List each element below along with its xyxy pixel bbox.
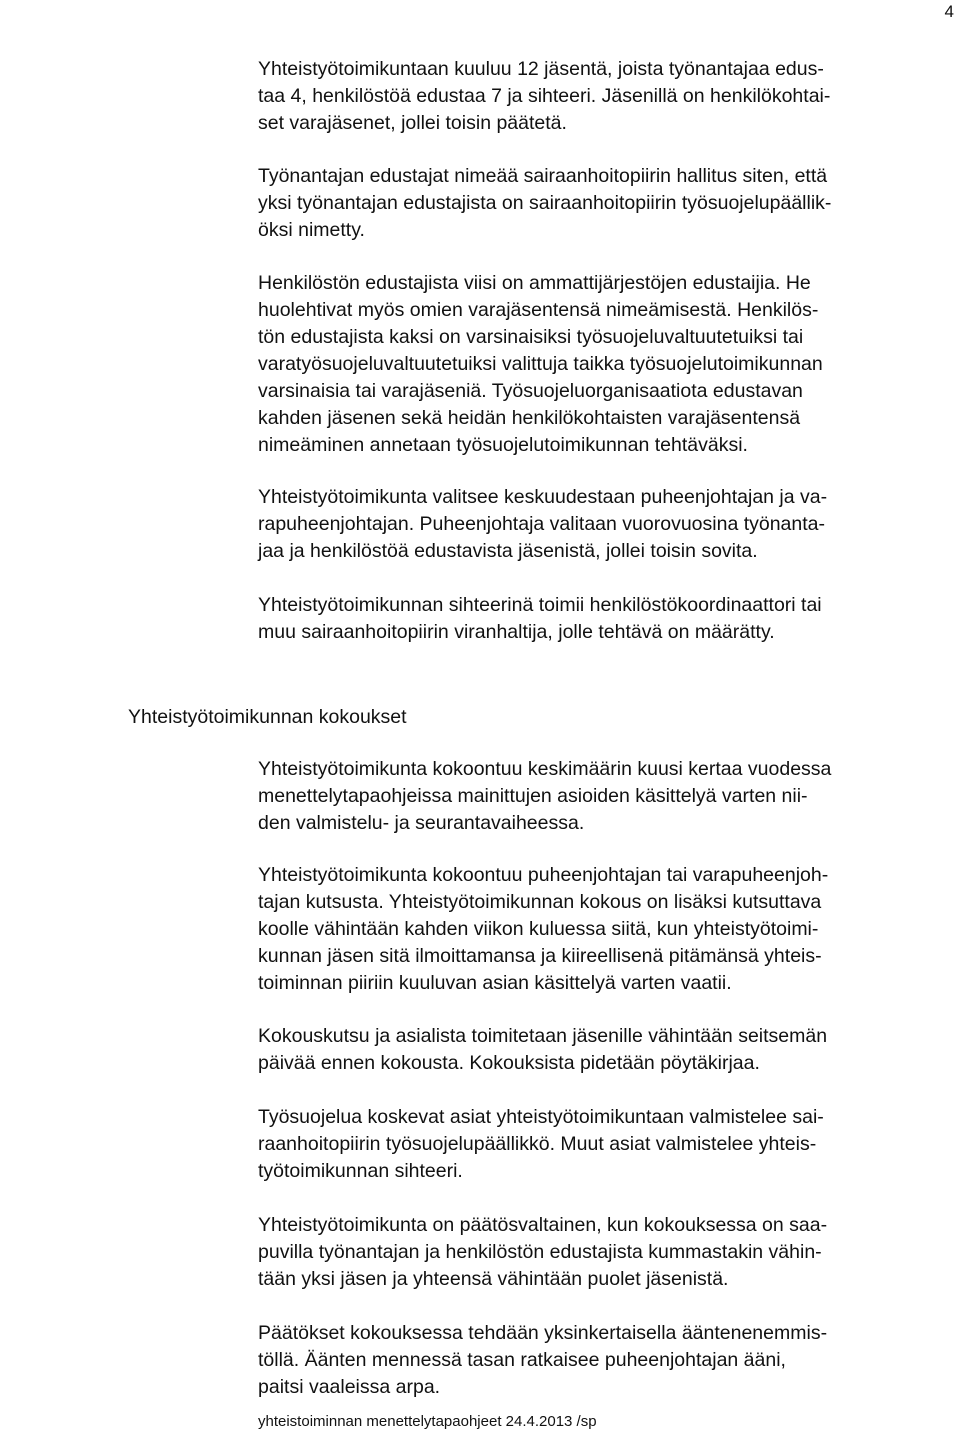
text-line: taa 4, henkilöstöä edustaa 7 ja sihteeri. Jäsenillä on henkilökohtai- <box>258 85 831 107</box>
text-line: koolle vähintään kahden viikon kuluessa siitä, kun yhteistyötoimi- <box>258 918 819 940</box>
paragraph-4 <box>258 484 948 565</box>
text-line: Yhteistyötoimikunta valitsee keskuudestaan puheenjohtajan ja va- <box>258 486 828 508</box>
text-line: tään yksi jäsen ja yhteensä vähintään puolet jäsenistä. <box>258 1268 729 1290</box>
page-footer: yhteistoiminnan menettelytapaohjeet 24.4.2013 /sp <box>258 1413 597 1430</box>
text-line: rapuheenjohtajan. Puheenjohtaja valitaan vuorovuosina työnanta- <box>258 513 826 535</box>
paragraph-3 <box>258 270 948 459</box>
text-line: toiminnan piiriin kuuluvan asian käsittelyä varten vaatii. <box>258 972 732 994</box>
text-line: nimeäminen annetaan työsuojelutoimikunnan tehtäväksi. <box>258 434 748 456</box>
text-line: tajan kutsusta. Yhteistyötoimikunnan kokous on lisäksi kutsuttava <box>258 891 822 913</box>
paragraph-11 <box>258 1320 948 1401</box>
text-line: kahden jäsenen sekä heidän henkilökohtaisten varajäsentensä <box>258 407 801 429</box>
paragraph-5 <box>258 592 948 646</box>
text-line: työtoimikunnan sihteeri. <box>258 1160 463 1182</box>
text-line: Työnantajan edustajat nimeää sairaanhoitopiirin hallitus siten, että <box>258 165 828 187</box>
text-line: Yhteistyötoimikunnan sihteerinä toimii henkilöstökoordinaattori tai <box>258 594 822 616</box>
paragraph-10 <box>258 1212 948 1293</box>
text-line: Yhteistyötoimikunta kokoontuu keskimäärin kuusi kertaa vuodessa <box>258 758 832 780</box>
text-line: töllä. Äänten mennessä tasan ratkaisee puheenjohtajan ääni, <box>258 1349 786 1371</box>
text-line: muu sairaanhoitopiirin viranhaltija, jolle tehtävä on määrätty. <box>258 621 775 643</box>
paragraph-7 <box>258 862 948 997</box>
text-line: Yhteistyötoimikunta on päätösvaltainen, kun kokouksessa on saa- <box>258 1214 828 1236</box>
text-line: Työsuojelua koskevat asiat yhteistyötoimikuntaan valmistelee sai- <box>258 1106 824 1128</box>
paragraph-2 <box>258 163 948 244</box>
text-line: kunnan jäsen sitä ilmoittamansa ja kiireellisenä pitämänsä yhteis- <box>258 945 822 967</box>
text-line: jaa ja henkilöstöä edustavista jäsenistä, jollei toisin sovita. <box>258 540 758 562</box>
text-line: raanhoitopiirin työsuojelupäällikkö. Muut asiat valmistelee yhteis- <box>258 1133 817 1155</box>
text-line: tön edustajista kaksi on varsinaisiksi työsuojeluvaltuutetuiksi tai <box>258 326 804 348</box>
text-line: Kokouskutsu ja asialista toimitetaan jäsenille vähintään seitsemän <box>258 1025 828 1047</box>
text-line: varsinaisia tai varajäseniä. Työsuojeluorganisaatiota edustavan <box>258 380 803 402</box>
text-line: Henkilöstön edustajista viisi on ammattijärjestöjen edustaijia. He <box>258 272 811 294</box>
text-line: menettelytapaohjeissa mainittujen asioiden käsittelyä varten nii- <box>258 785 808 807</box>
text-line: öksi nimetty. <box>258 219 365 241</box>
text-line: päivää ennen kokousta. Kokouksista pidetään pöytäkirjaa. <box>258 1052 760 1074</box>
paragraph-8 <box>258 1023 948 1077</box>
text-line: yksi työnantajan edustajista on sairaanhoitopiirin työsuojelupäällik- <box>258 192 832 214</box>
paragraph-1 <box>258 56 948 137</box>
paragraph-9 <box>258 1104 948 1185</box>
page-number: 4 <box>944 2 954 21</box>
text-line: varatyösuojeluvaltuutetuiksi valittuja taikka työsuojelutoimikunnan <box>258 353 823 375</box>
text-line: set varajäsenet, jollei toisin päätetä. <box>258 112 567 134</box>
text-line: Yhteistyötoimikunta kokoontuu puheenjohtajan tai varapuheenjoh- <box>258 864 829 886</box>
text-line: den valmistelu- ja seurantavaiheessa. <box>258 812 585 834</box>
text-line: paitsi vaaleissa arpa. <box>258 1376 441 1398</box>
text-line: Yhteistyötoimikuntaan kuuluu 12 jäsentä, joista työnantajaa edus- <box>258 58 824 80</box>
paragraph-6 <box>258 756 948 837</box>
text-line: huolehtivat myös omien varajäsentensä nimeämisestä. Henkilös- <box>258 299 819 321</box>
text-line: puvilla työnantajan ja henkilöstön edustajista kummastakin vähin- <box>258 1241 822 1263</box>
section-heading: Yhteistyötoimikunnan kokoukset <box>128 706 407 728</box>
text-line: Päätökset kokouksessa tehdään yksinkertaisella ääntenenemmis- <box>258 1322 828 1344</box>
